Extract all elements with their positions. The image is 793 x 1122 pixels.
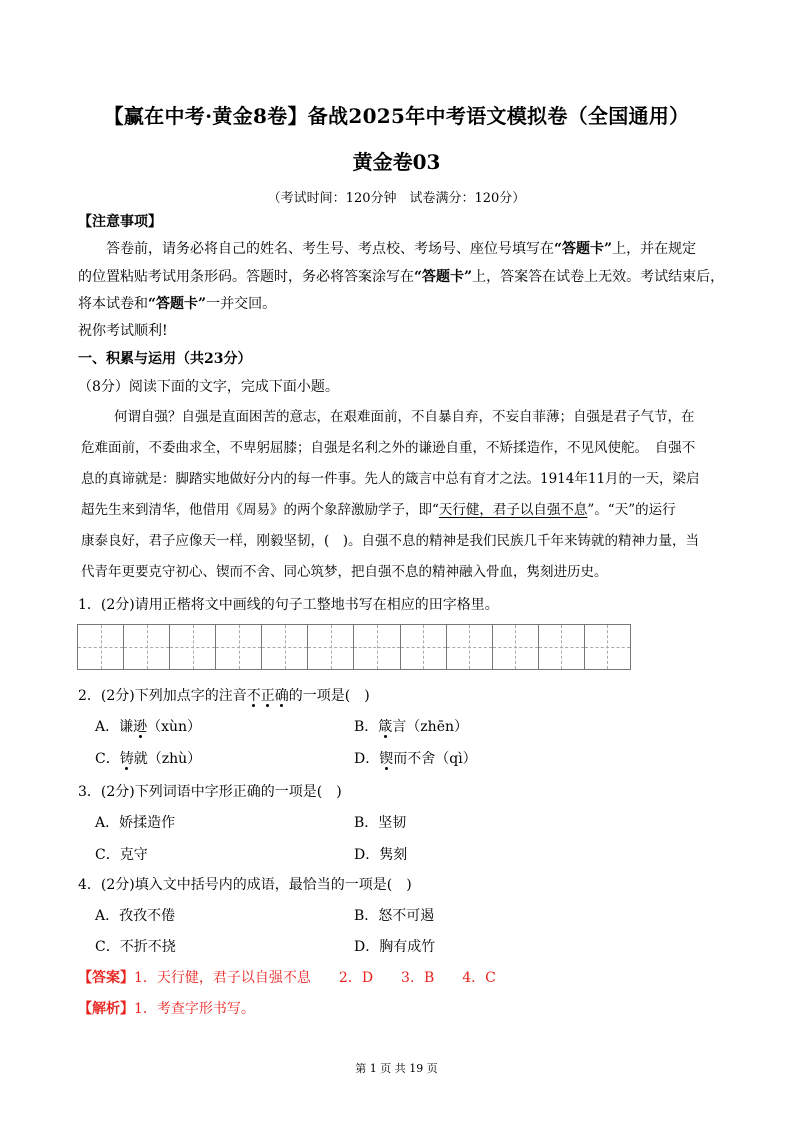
underlined-sentence: 天行健，君子以自强不息 bbox=[438, 502, 588, 518]
passage-line-6: 代青年更要克守初心、锲而不舍、同心筑梦，把自强不息的精神融入骨血，隽刻进历史。 bbox=[81, 564, 608, 580]
q2-option-c[interactable]: C．铸就（zhù） bbox=[95, 751, 202, 767]
q3-option-a[interactable]: A．娇揉造作 bbox=[95, 815, 176, 831]
document-title: 【赢在中考·黄金8卷】备战2025年中考语文模拟卷（全国通用） bbox=[103, 104, 690, 128]
q3-option-d[interactable]: D．隽刻 bbox=[354, 847, 408, 863]
analysis-text: 1．考查字形书写。 bbox=[134, 1001, 255, 1017]
grid-cell[interactable] bbox=[216, 625, 262, 669]
section-heading: 一、积累与运用（共23分） bbox=[78, 351, 252, 367]
grid-cell[interactable] bbox=[493, 625, 539, 669]
notice-wish: 祝你考试顺利! bbox=[78, 323, 168, 339]
grid-cell[interactable] bbox=[401, 625, 447, 669]
q3-option-c[interactable]: C．克守 bbox=[95, 847, 148, 863]
grid-cell[interactable] bbox=[262, 625, 308, 669]
passage-line-4: 超先生来到清华，他借用《周易》的两个象辞激励学子，即“天行健，君子以自强不息”。“天”的运行 bbox=[81, 502, 676, 518]
notice-line-2: 的位置粘贴考试用条形码。答题时，务必将答案涂写在“答题卡”上，答案答在试卷上无效。考试结束后， bbox=[78, 269, 725, 285]
q2-option-a[interactable]: A．谦逊（xùn） bbox=[95, 719, 202, 735]
exam-info: （考试时间：120分钟 试卷满分：120分） bbox=[267, 191, 526, 206]
paper-subtitle: 黄金卷03 bbox=[352, 150, 441, 174]
grid-cell[interactable] bbox=[170, 625, 216, 669]
answer-text: 1．天行健，君子以自强不息 2．D 3．B 4．C bbox=[134, 970, 496, 986]
passage-line-2: 危难面前，不委曲求全，不卑躬屈膝；自强是名利之外的谦逊自重，不矫揉造作，不见风使舵。 自强不 bbox=[81, 440, 696, 456]
grid-cell[interactable] bbox=[78, 625, 124, 669]
question-2-stem: 2．(2分)下列加点字的注音不正确的一项是( ) bbox=[78, 688, 370, 704]
grid-cell[interactable] bbox=[585, 625, 630, 669]
analysis-line bbox=[78, 998, 255, 1018]
grid-cell[interactable] bbox=[447, 625, 493, 669]
page-number: 第 1 页 共 19 页 bbox=[355, 1062, 438, 1075]
notice-line-1: 答卷前，请务必将自己的姓名、考生号、考点校、考场号、座位号填写在“答题卡”上，并在规定 bbox=[106, 241, 697, 257]
question-1: 1．(2分)请用正楷将文中画线的句子工整地书写在相应的田字格里。 bbox=[78, 597, 499, 613]
answer-label: 【答案】 bbox=[78, 970, 134, 986]
passage-line-1: 何谓自强？自强是直面困苦的意志，在艰难面前，不自暴自弃，不妄自菲薄；自强是君子气节，在 bbox=[114, 409, 695, 425]
analysis-label: 【解析】 bbox=[78, 1001, 134, 1017]
section-intro: （8分）阅读下面的文字，完成下面小题。 bbox=[78, 379, 339, 395]
q4-option-c[interactable]: C．不折不挠 bbox=[95, 939, 176, 955]
answer-line bbox=[78, 967, 496, 987]
passage-line-5: 康泰良好，君子应像天一样，刚毅坚韧，( )。自强不息的精神是我们民族几千年来铸就的精神力量，当 bbox=[81, 533, 700, 549]
passage-line-3: 息的真谛就是：脚踏实地做好分内的每一件事。先人的箴言中总有育才之法。1914年11月的一天，梁启 bbox=[81, 471, 700, 487]
q2-option-d[interactable]: D．锲而不舍（qì） bbox=[354, 751, 477, 767]
notice-heading: 【注意事项】 bbox=[78, 214, 162, 230]
question-3-stem: 3．(2分)下列词语中字形正确的一项是( ) bbox=[78, 784, 342, 800]
q2-option-b[interactable]: B．箴言（zhēn） bbox=[354, 719, 468, 735]
grid-cell[interactable] bbox=[308, 625, 354, 669]
q4-option-a[interactable]: A．孜孜不倦 bbox=[95, 908, 176, 924]
q3-option-b[interactable]: B．坚韧 bbox=[354, 815, 407, 831]
grid-cell[interactable] bbox=[539, 625, 585, 669]
q4-option-b[interactable]: B．怒不可遏 bbox=[354, 908, 435, 924]
question-4-stem: 4．(2分)填入文中括号内的成语，最恰当的一项是( ) bbox=[78, 877, 412, 893]
writing-grid[interactable] bbox=[77, 624, 631, 670]
grid-cell[interactable] bbox=[124, 625, 170, 669]
notice-line-3: 将本试卷和“答题卡”一并交回。 bbox=[78, 296, 277, 312]
q4-option-d[interactable]: D．胸有成竹 bbox=[354, 939, 436, 955]
grid-cell[interactable] bbox=[354, 625, 400, 669]
